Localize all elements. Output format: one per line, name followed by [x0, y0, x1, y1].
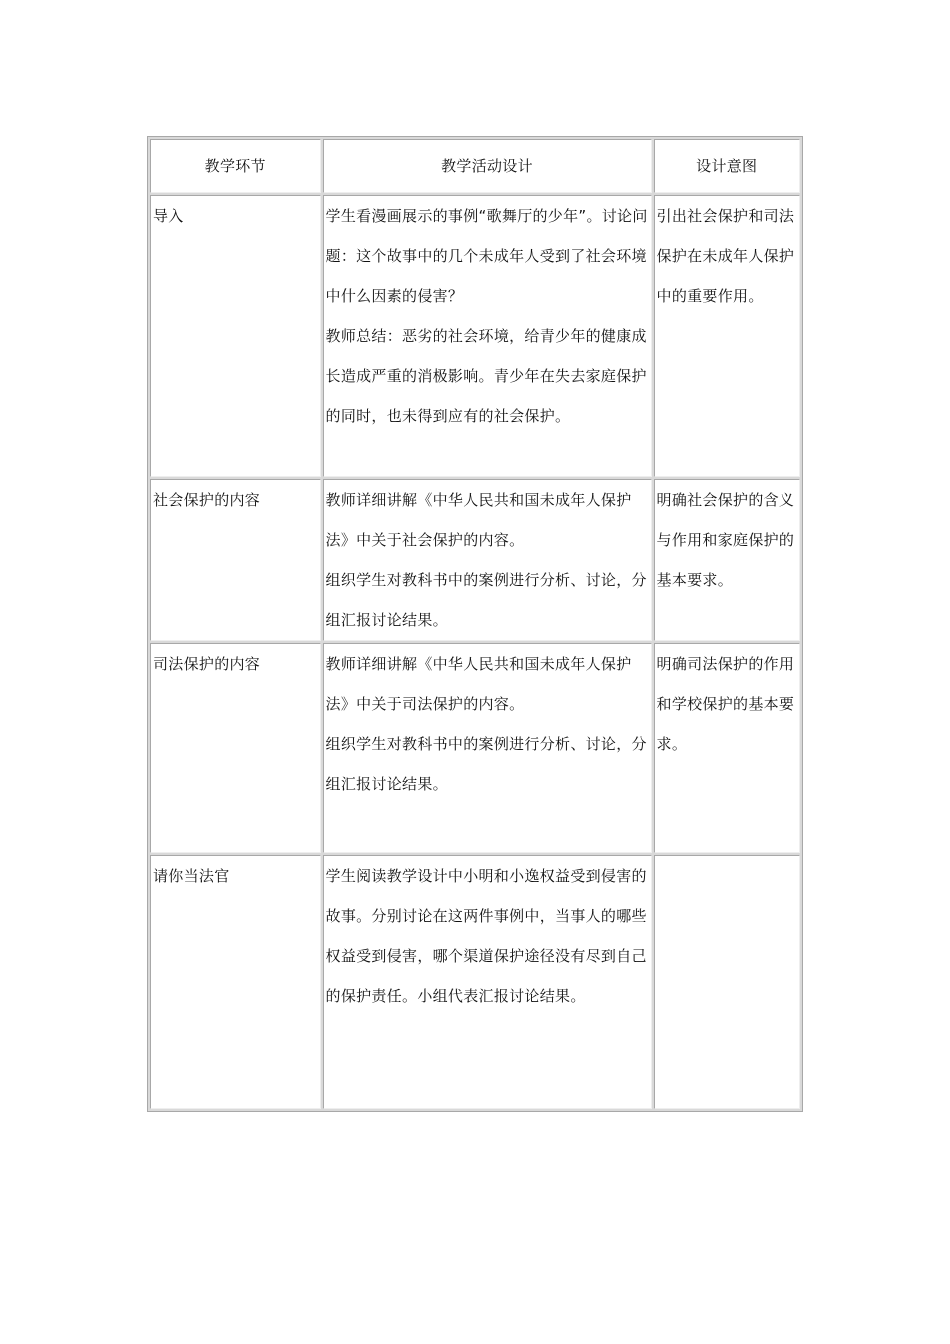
- header-stage: 教学环节: [150, 139, 321, 193]
- activity-cell: [323, 855, 652, 1109]
- activity-paragraph: 组织学生对教科书中的案例进行分析、讨论，分组汇报讨论结果。: [325, 571, 647, 629]
- activity-paragraph: 学生看漫画展示的事例“歌舞厅的少年”。讨论问题：这个故事中的几个未成年人受到了社会环境中什么因素的侵害？: [325, 207, 648, 305]
- table-row: [150, 643, 800, 853]
- stage-cell: 导入: [150, 195, 321, 477]
- activity-cell: [323, 643, 652, 853]
- intent-cell: 明确司法保护的作用和学校保护的基本要求。: [654, 643, 800, 853]
- stage-cell: 司法保护的内容: [150, 643, 321, 853]
- table-row: [150, 195, 800, 477]
- intent-cell: 明确社会保护的含义与作用和家庭保护的基本要求。: [654, 479, 800, 641]
- table-row: [150, 855, 800, 1109]
- activity-paragraph: 教师总结：恶劣的社会环境，给青少年的健康成长造成严重的消极影响。青少年在失去家庭保护的同时，也未得到应有的社会保护。: [325, 327, 647, 425]
- activity-cell: [323, 479, 652, 641]
- activity-paragraph: 教师详细讲解《中华人民共和国未成年人保护法》中关于司法保护的内容。: [325, 655, 632, 713]
- stage-cell: 请你当法官: [150, 855, 321, 1109]
- activity-cell: [323, 195, 652, 477]
- activity-paragraph: 教师详细讲解《中华人民共和国未成年人保护法》中关于社会保护的内容。: [325, 491, 632, 549]
- activity-paragraph: 学生阅读教学设计中小明和小逸权益受到侵害的故事。分别讨论在这两件事例中，当事人的哪些权益受到侵害，哪个渠道保护途径没有尽到自己的保护责任。小组代表汇报讨论结果。: [325, 867, 647, 1005]
- intent-cell: 引出社会保护和司法保护在未成年人保护中的重要作用。: [654, 195, 800, 477]
- stage-cell: 社会保护的内容: [150, 479, 321, 641]
- header-activity: 教学活动设计: [323, 139, 652, 193]
- header-intent: 设计意图: [654, 139, 800, 193]
- table-row: [150, 479, 800, 641]
- intent-cell: [654, 855, 800, 1109]
- lesson-plan-table: [147, 136, 803, 1112]
- header-row: [150, 139, 800, 193]
- activity-paragraph: 组织学生对教科书中的案例进行分析、讨论，分组汇报讨论结果。: [325, 735, 647, 793]
- document-page: [147, 136, 803, 1112]
